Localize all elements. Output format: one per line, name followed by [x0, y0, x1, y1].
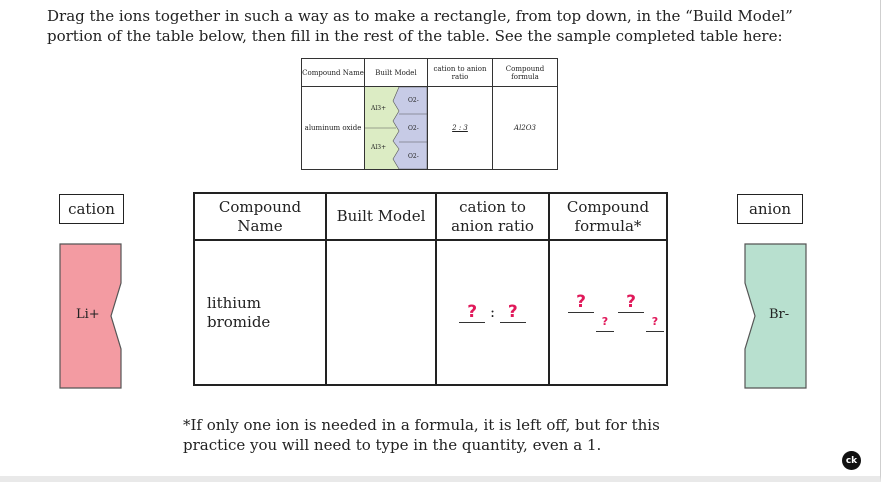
- sample-ratio: 2 : 3: [452, 124, 468, 132]
- sample-anion-3: O2-: [408, 153, 419, 160]
- sample-header-name: Compound Name: [302, 59, 365, 87]
- ratio-cation-input[interactable]: ?: [459, 303, 485, 323]
- cation-tile-li[interactable]: [59, 243, 126, 389]
- sample-header-model: Built Model: [365, 59, 428, 87]
- sample-header-ratio: cation to anion ratio: [428, 59, 493, 87]
- header-formula: Compound formula*: [549, 193, 667, 240]
- main-table: [193, 192, 668, 386]
- instructions: Drag the ions together in such a way as to make a rectangle, from top down, in the “Build Model” portion of the table below, then fill in the rest of the table. See the sample completed table here:: [47, 7, 793, 45]
- cation-label: cation: [68, 200, 115, 218]
- anion-tile-br[interactable]: [741, 243, 808, 389]
- header-ratio: cation to anion ratio: [436, 193, 549, 240]
- sample-anion-2: O2-: [408, 125, 419, 132]
- sample-cation-1: Al3+: [371, 105, 387, 112]
- sample-name: aluminum oxide: [302, 87, 365, 170]
- sample-formula: Al2O3: [514, 124, 536, 132]
- compound-name: lithium bromide: [207, 293, 271, 331]
- ratio-anion-input[interactable]: ?: [500, 303, 526, 323]
- footnote: *If only one ion is needed in a formula, it is left off, but for this practice you will need to type in the quantity, even a 1.: [183, 416, 660, 454]
- sample-model: [365, 87, 428, 170]
- ratio-cell: [436, 240, 549, 385]
- header-built-model: Built Model: [326, 193, 436, 240]
- formula-cation-subscript-input[interactable]: ?: [596, 311, 614, 332]
- formula-anion-subscript-input[interactable]: ?: [646, 311, 664, 332]
- compound-name-cell: [194, 240, 326, 385]
- sample-header-formula: Compound formula: [493, 59, 558, 87]
- sample-table: [301, 58, 558, 170]
- ck-logo-icon[interactable]: ck: [842, 451, 861, 470]
- formula-anion-symbol-input[interactable]: ?: [618, 293, 644, 313]
- anion-label: anion: [748, 200, 792, 218]
- sample-anion-1: O2-: [408, 97, 419, 104]
- build-model-dropzone[interactable]: [326, 240, 436, 385]
- cation-ion-label: Li+: [76, 307, 100, 322]
- anion-label-box: [737, 194, 803, 224]
- ratio-separator: :: [489, 302, 496, 321]
- sample-cation-2: Al3+: [371, 144, 387, 151]
- header-compound-name: Compound Name: [194, 193, 326, 240]
- anion-ion-label: Br-: [769, 307, 790, 322]
- formula-cell: [549, 240, 667, 385]
- cation-label-box: [59, 194, 124, 224]
- formula-cation-symbol-input[interactable]: ?: [568, 293, 594, 313]
